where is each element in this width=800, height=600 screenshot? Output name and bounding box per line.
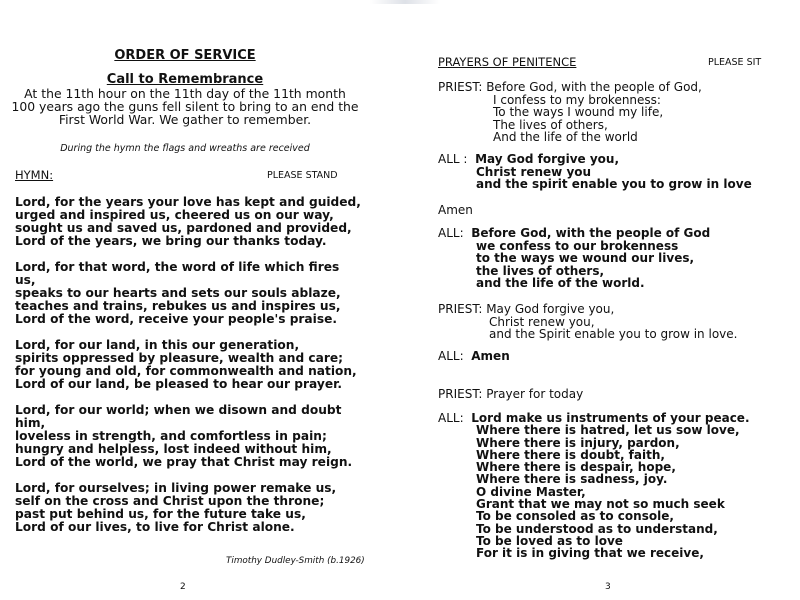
hymn-note: During the hymn the flags and wreaths are received	[60, 143, 310, 154]
prayer-line: Before God, with the people of God,	[486, 80, 702, 94]
verse-line: Lord, for our world; when we disown and doubt	[15, 403, 342, 417]
hymn-label-text: HYMN:	[15, 168, 54, 182]
verse-line: Lord, for that word, the word of life which fires	[15, 260, 340, 274]
please-sit-instruction: PLEASE SIT	[708, 57, 762, 68]
please-stand-instruction: PLEASE STAND	[267, 170, 338, 181]
verse-line: spirits oppressed by pleasure, wealth and care;	[15, 351, 344, 365]
hymn-label	[15, 168, 75, 182]
speaker-label: ALL:	[438, 411, 464, 425]
remembrance-intro	[0, 87, 370, 126]
prayer-line: To be understood as to understand,	[476, 521, 718, 536]
order-of-service-title: ORDER OF SERVICE	[114, 48, 256, 63]
priest-absolution	[438, 303, 737, 341]
verse-line: speaks to our hearts and sets our souls ablaze,	[15, 286, 341, 300]
prayer-line: and the spirit enable you to grow in love	[476, 177, 752, 191]
prayer-line: the lives of others,	[476, 263, 605, 278]
verse-line: past put behind us, for the future take us,	[15, 507, 306, 521]
prayer-line: Where there is doubt, faith,	[476, 447, 665, 462]
page-3	[400, 0, 800, 600]
verse-line: Lord of the word, receive your people's praise.	[15, 312, 337, 326]
verse-line: sought us and saved us, pardoned and provided,	[15, 221, 352, 235]
prayer-line: Where there is despair, hope,	[476, 460, 676, 475]
hymn-verse-2	[15, 261, 360, 326]
page-number: 2	[180, 582, 186, 592]
all-confession	[438, 227, 710, 290]
prayer-line: Christ renew you	[476, 164, 592, 179]
all-prayer-of-st-francis	[438, 412, 750, 560]
intro-line: 100 years ago the guns fell silent to bring to an end the	[11, 99, 359, 114]
intro-line: At the 11th hour on the 11th day of the 11th month	[24, 86, 346, 101]
prayer-line: I confess to my brokenness:	[493, 92, 661, 107]
speaker-label: ALL:	[438, 349, 464, 363]
verse-line: Lord of our lives, to live for Christ alone.	[15, 520, 295, 534]
prayer-line: To the ways I wound my life,	[493, 105, 664, 119]
verse-line: Lord of the years, we bring our thanks today.	[15, 234, 327, 248]
prayer-line: May God forgive you,	[475, 152, 620, 166]
all-amen	[438, 350, 510, 363]
prayer-line: The lives of others,	[493, 117, 608, 132]
hymn-verse-1	[15, 196, 360, 248]
prayer-line: Grant that we may not so much seek	[476, 497, 725, 512]
hymn-verse-5	[15, 482, 360, 534]
verse-line: Lord, for ourselves; in living power remake us,	[15, 481, 337, 495]
verse-line: for young and old, for commonwealth and nation,	[15, 364, 357, 378]
verse-line: self on the cross and Christ upon the throne;	[15, 494, 325, 508]
prayer-line: and the Spirit enable you to grow in love.	[489, 327, 738, 341]
verse-line: Lord of the world, we pray that Christ may reign.	[15, 455, 353, 469]
intro-line: First World War. We gather to remember.	[58, 112, 312, 127]
call-to-remembrance-heading: Call to Remembrance	[106, 72, 264, 87]
hymn-verse-4	[15, 404, 360, 469]
prayer-line: O divine Master,	[476, 484, 586, 499]
prayer-line: May God forgive you,	[486, 302, 615, 316]
prayer-line: we confess to our brokenness	[476, 238, 679, 253]
hymn-verse-3	[15, 339, 360, 391]
speaker-label: PRIEST:	[438, 80, 483, 94]
hymn-attribution: Timothy Dudley-Smith (b.1926)	[226, 556, 365, 566]
prayer-line: to the ways we wound our lives,	[476, 251, 695, 265]
speaker-label: PRIEST:	[438, 387, 483, 401]
speaker-label: ALL :	[438, 152, 468, 166]
verse-line: Lord of our land, be pleased to hear our prayer.	[15, 377, 342, 391]
verse-line: him,	[15, 416, 46, 430]
prayer-line: Before God, with the people of God	[471, 226, 711, 240]
verse-line: Lord, for our land, in this our generation,	[15, 338, 300, 352]
prayer-line: Where there is sadness, joy.	[476, 472, 668, 487]
prayer-line: Christ renew you,	[489, 314, 595, 329]
verse-line: hungry and helpless, lost indeed without him,	[15, 442, 332, 456]
amen-line: Amen	[438, 203, 473, 217]
speaker-label: ALL:	[438, 226, 464, 240]
prayer-line: Lord make us instruments of your peace.	[471, 411, 750, 425]
prayer-line: To be loved as to love	[476, 533, 623, 548]
priest-confession	[438, 81, 702, 144]
verse-line: loveless in strength, and comfortless in pain;	[15, 429, 327, 443]
prayer-line: To be consoled as to console,	[476, 509, 674, 524]
hymn-verses	[15, 196, 360, 547]
amen-text: Amen	[471, 349, 510, 363]
priest-prayer-for-today	[438, 388, 583, 401]
prayer-line: and the life of the world.	[476, 276, 645, 290]
verse-line: urged and inspired us, cheered us on our way,	[15, 208, 334, 222]
all-response	[438, 153, 752, 191]
verse-line: teaches and trains, rebukes us and inspires us,	[15, 299, 341, 313]
verse-line: us,	[15, 273, 36, 287]
speaker-label: PRIEST:	[438, 302, 483, 316]
prayer-line: For it is in giving that we receive,	[476, 546, 704, 561]
verse-line: Lord, for the years your love has kept and guided,	[15, 195, 361, 209]
prayer-line: Prayer for today	[486, 387, 584, 401]
prayer-line: Where there is hatred, let us sow love,	[476, 423, 740, 438]
prayer-line: Where there is injury, pardon,	[476, 435, 680, 450]
prayers-of-penitence-heading: PRAYERS OF PENITENCE	[438, 55, 577, 69]
prayer-line: And the life of the world	[493, 130, 638, 144]
page-number: 3	[605, 582, 611, 592]
